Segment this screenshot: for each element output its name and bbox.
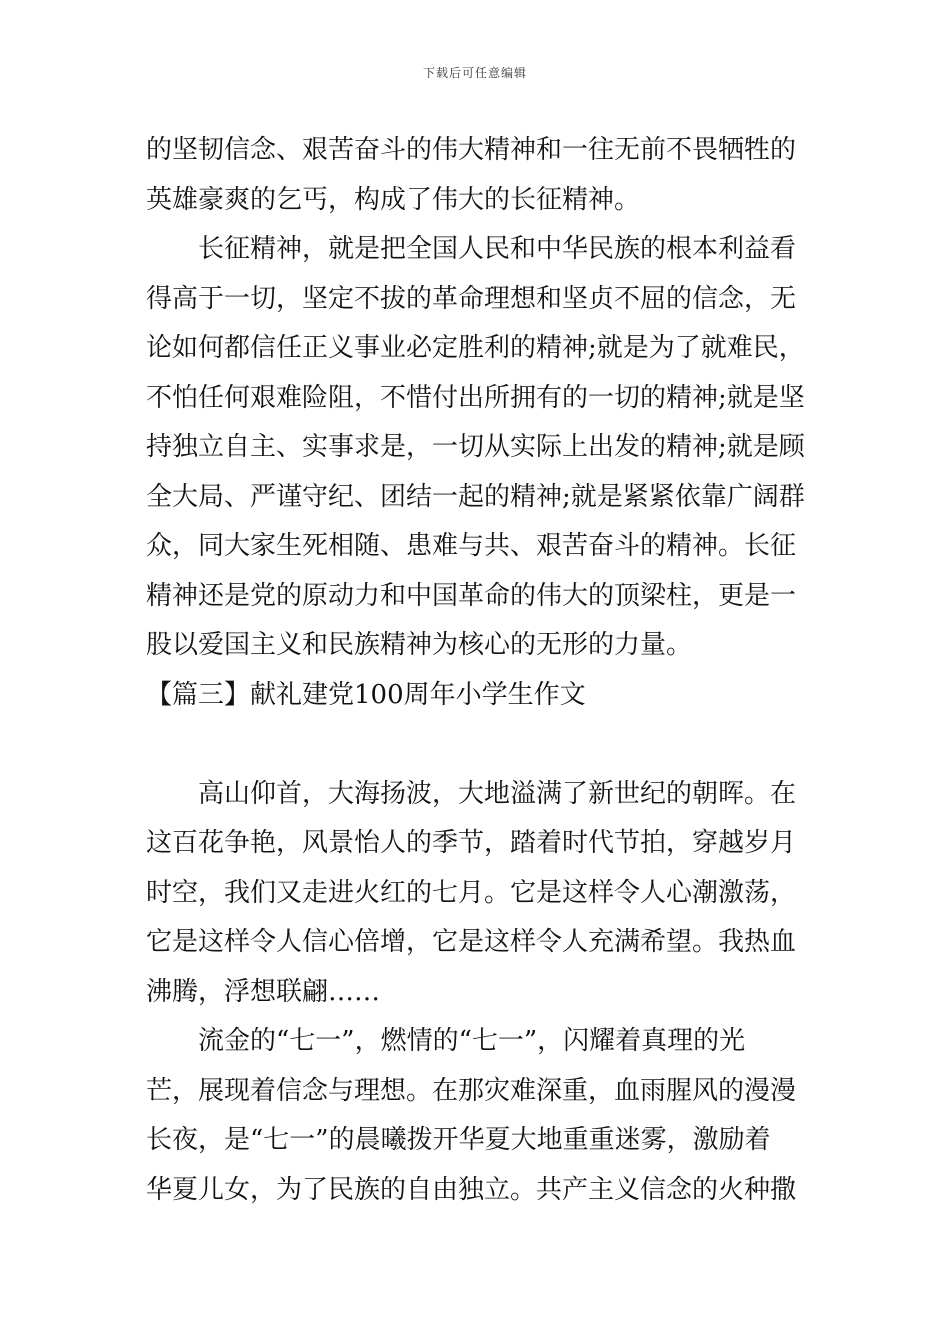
text-line: 众，同大家生死相随、患难与共、艰苦奋斗的精神。长征 [146, 531, 797, 561]
text-line: 不怕任何艰难险阻，不惜付出所拥有的一切的精神;就是坚 [146, 382, 805, 413]
text-line: 时空，我们又走进火红的七月。它是这样令人心潮激荡， [146, 877, 797, 908]
text-line: 的坚韧信念、艰苦奋斗的伟大精神和一往无前不畏牺牲的 [146, 135, 797, 165]
text-line: 沸腾，浮想联翩…… [146, 976, 381, 1007]
text-line: 它是这样令人信心倍增，它是这样令人充满希望。我热血 [146, 927, 797, 957]
text-line: 芒，展现着信念与理想。在那灾难深重，血雨腥风的漫漫 [146, 1075, 797, 1106]
text-line: 华夏儿女，为了民族的自由独立。共产主义信念的火种撒 [146, 1174, 797, 1205]
text-line: 得高于一切，坚定不拔的革命理想和坚贞不屈的信念，无 [146, 283, 797, 314]
text-line: 股以爱国主义和民族精神为核心的无形的力量。 [146, 630, 693, 660]
page-header: 下载后可任意编辑 [422, 66, 527, 80]
paragraph-start-line: 流金的“七一”，燃情的“七一”，闪耀着真理的光 [198, 1026, 746, 1056]
paragraph-start-line: 长征精神，就是把全国人民和中华民族的根本利益看 [198, 234, 797, 264]
text-line: 全大局、严谨守纪、团结一起的精神;就是紧紧依靠广阔群 [146, 481, 805, 512]
text-line: 精神还是党的原动力和中国革命的伟大的顶梁柱，更是一 [146, 580, 797, 611]
text-line: 英雄豪爽的乞丐，构成了伟大的长征精神。 [146, 184, 641, 215]
text-line: 长夜，是“七一”的晨曦拨开华夏大地重重迷雾，激励着 [146, 1125, 771, 1155]
paragraph-start-line: 高山仰首，大海扬波，大地溢满了新世纪的朝晖。在 [198, 778, 797, 809]
document-body [146, 126, 808, 1215]
text-line: 这百花争艳，风景怡人的季节，踏着时代节拍，穿越岁月 [146, 828, 797, 858]
section-heading: 【篇三】献礼建党100周年小学生作文 [146, 679, 586, 710]
blank-spacer [146, 720, 808, 770]
text-line: 论如何都信任正义事业必定胜利的精神;就是为了就难民， [146, 333, 805, 363]
text-line: 持独立自主、实事求是，一切从实际上出发的精神;就是顾 [146, 432, 805, 462]
